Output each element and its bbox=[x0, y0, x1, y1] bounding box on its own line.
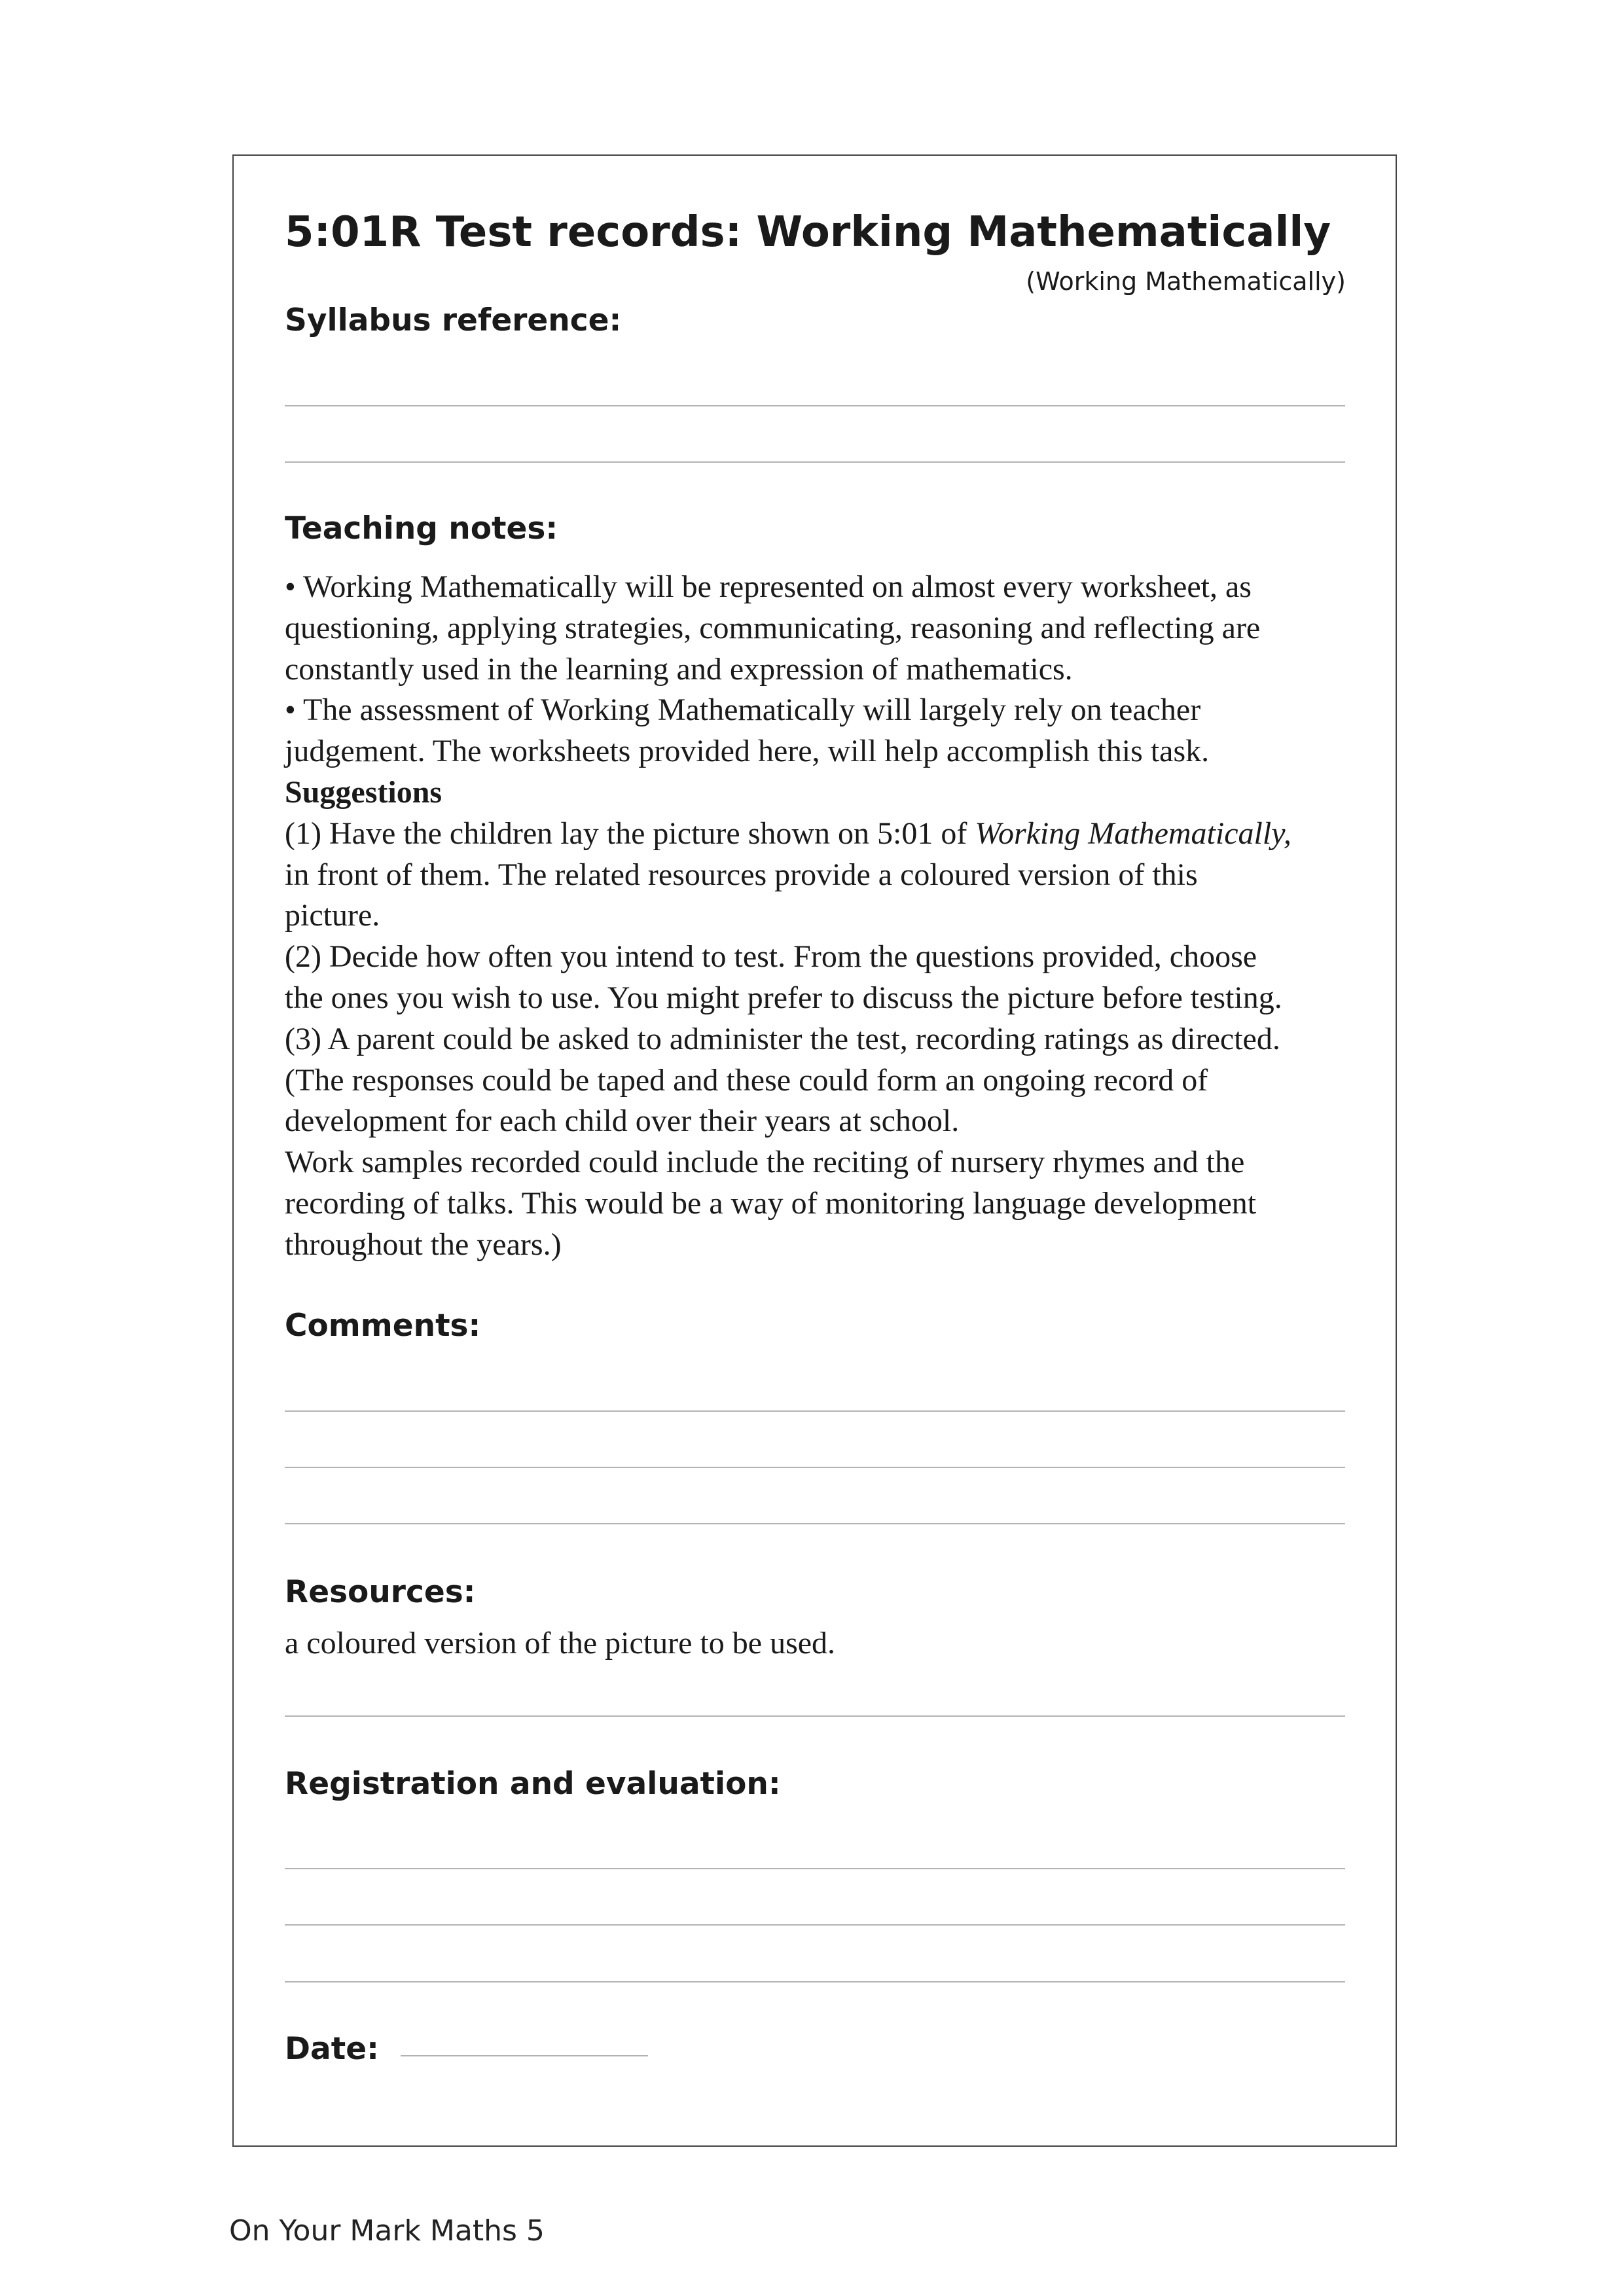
notes-line: judgement. The worksheets provided here, will help accomplish this task. bbox=[285, 734, 1210, 769]
suggestion-3: (3) A parent could be asked to administer the test, recording ratings as directed. bbox=[285, 1021, 1280, 1056]
suggestions-heading: Suggestions bbox=[285, 774, 442, 810]
page-subtitle: (Working Mathematically) bbox=[1026, 267, 1346, 296]
syllabus-heading: Syllabus reference: bbox=[285, 302, 622, 338]
teaching-notes-body bbox=[285, 567, 1358, 1266]
registration-line-1 bbox=[285, 1868, 1345, 1869]
syllabus-line-1 bbox=[285, 405, 1345, 406]
notes-line: in front of them. The related resources provide a coloured version of this bbox=[285, 857, 1198, 892]
suggestion-1-text: (1) Have the children lay the picture shown on 5:01 of bbox=[285, 816, 975, 851]
comments-line-3 bbox=[285, 1523, 1345, 1524]
page-footer: On Your Mark Maths 5 bbox=[229, 2214, 545, 2248]
notes-line: • Working Mathematically will be represented on almost every worksheet, as bbox=[285, 569, 1252, 604]
notes-line: (The responses could be taped and these could form an ongoing record of bbox=[285, 1062, 1208, 1098]
registration-line-3 bbox=[285, 1981, 1345, 1982]
suggestion-2: (2) Decide how often you intend to test. From the questions provided, choose bbox=[285, 939, 1257, 975]
notes-line: throughout the years.) bbox=[285, 1227, 562, 1262]
syllabus-line-2 bbox=[285, 461, 1345, 463]
suggestion-1 bbox=[285, 814, 1358, 855]
resources-line bbox=[285, 1715, 1345, 1717]
notes-line: • The assessment of Working Mathematically will largely rely on teacher bbox=[285, 692, 1201, 728]
notes-line: picture. bbox=[285, 898, 380, 933]
notes-line: development for each child over their years at school. bbox=[285, 1103, 960, 1139]
date-line bbox=[401, 2055, 648, 2056]
date-label: Date: bbox=[285, 2031, 379, 2067]
resources-heading: Resources: bbox=[285, 1574, 476, 1610]
teaching-notes-heading: Teaching notes: bbox=[285, 511, 558, 547]
page-title: 5:01R Test records: Working Mathematically bbox=[285, 208, 1331, 257]
notes-line: Work samples recorded could include the reciting of nursery rhymes and the bbox=[285, 1145, 1245, 1180]
suggestion-1-italic: Working Mathematically, bbox=[975, 816, 1291, 851]
resources-text: a coloured version of the picture to be used. bbox=[285, 1626, 836, 1660]
comments-line-2 bbox=[285, 1467, 1345, 1468]
registration-heading: Registration and evaluation: bbox=[285, 1766, 781, 1802]
comments-line-1 bbox=[285, 1410, 1345, 1412]
notes-line: recording of talks. This would be a way of monitoring language development bbox=[285, 1185, 1257, 1221]
registration-line-2 bbox=[285, 1924, 1345, 1926]
notes-line: constantly used in the learning and expression of mathematics. bbox=[285, 651, 1073, 687]
notes-line: the ones you wish to use. You might prefer to discuss the picture before testing. bbox=[285, 980, 1282, 1015]
comments-heading: Comments: bbox=[285, 1308, 481, 1344]
notes-line: questioning, applying strategies, communicating, reasoning and reflecting are bbox=[285, 610, 1261, 645]
